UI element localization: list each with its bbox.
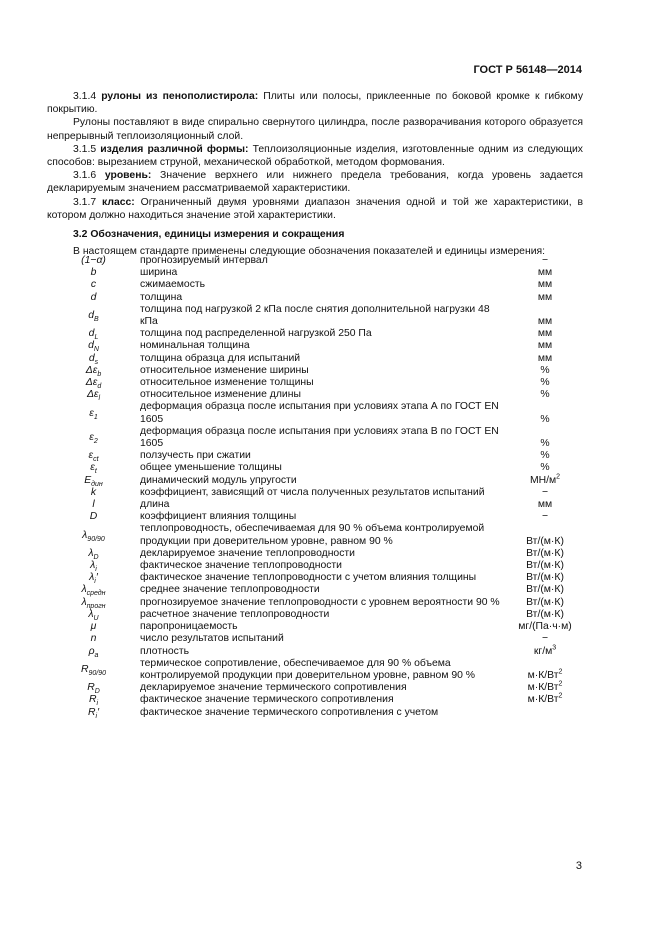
unit-text: мм <box>537 340 553 352</box>
document-code: ГОСТ Р 56148—2014 <box>473 64 582 76</box>
page-number: 3 <box>575 860 582 872</box>
symbol-base: λ <box>81 584 87 596</box>
symbol-base: λ <box>82 529 88 541</box>
symbol-row <box>47 523 583 547</box>
symbol <box>47 621 140 633</box>
symbol-description: теплопроводность, обеспечиваемая для 90 % объема контролируемой продукции при доверительном уровне, равном 90 % <box>140 523 485 547</box>
symbol-row <box>47 694 583 706</box>
section-intro: В настоящем стандарте применены следующие обозначения показателей и единицы измерения: <box>73 246 546 258</box>
unit-text: % <box>540 438 550 450</box>
symbol-unit <box>507 365 583 377</box>
unit-text: кг/м <box>533 645 553 657</box>
symbol-base: D <box>89 511 98 523</box>
symbol-base: μ <box>90 621 97 633</box>
symbol-unit <box>507 462 583 474</box>
symbol-unit <box>507 658 583 682</box>
symbol-description: прогнозируемое значение теплопроводности с уровнем вероятности 90 % <box>140 596 500 608</box>
symbol-prime: ′ <box>97 706 100 718</box>
symbol-base: k <box>90 486 97 498</box>
symbol <box>47 462 140 474</box>
symbol-subscript: l <box>98 395 101 403</box>
symbol <box>47 646 140 658</box>
unit-text: мм <box>537 316 553 328</box>
symbol-row <box>47 584 583 596</box>
symbol-base: d <box>90 291 97 303</box>
term: изделия различной формы: <box>100 143 249 155</box>
symbol-unit <box>507 304 583 328</box>
symbol-description: фактическое значение теплопроводности с учетом влияния толщины <box>140 572 477 584</box>
symbol-base: Δε <box>85 364 98 376</box>
symbol-row <box>47 658 583 682</box>
symbol-base: d <box>88 309 95 321</box>
unit-text: − <box>541 255 549 266</box>
symbol-subscript: 2 <box>93 438 98 446</box>
symbol <box>47 475 140 487</box>
symbol-unit <box>507 560 583 572</box>
symbol-row <box>47 255 583 267</box>
symbol-description: относительное изменение длины <box>140 389 301 401</box>
symbol-subscript: i <box>95 566 97 574</box>
symbol-base: c <box>90 279 97 291</box>
symbol-base: b <box>90 267 97 279</box>
definition: Ограниченный двумя уровнями диапазон значения одной и той же характеристики, в котором должно находиться значение этой характеристики. <box>47 196 583 221</box>
term: класс: <box>102 196 135 208</box>
symbol-subscript: средн <box>86 590 106 598</box>
unit-text: Вт/(м·К) <box>526 608 564 620</box>
symbol-description: номинальная толщина <box>140 340 250 352</box>
symbol-unit <box>507 646 583 658</box>
clause-number: 3.1.5 <box>73 143 97 155</box>
symbol <box>47 292 140 304</box>
symbol-subscript: D <box>93 553 99 561</box>
unit-text: % <box>540 450 550 462</box>
paragraph-3-1-7 <box>47 196 583 222</box>
symbol-row <box>47 401 583 425</box>
symbol-unit <box>507 523 583 547</box>
symbol-description: декларируемое значение теплопроводности <box>140 547 355 559</box>
unit-text: Вт/(м·К) <box>526 535 564 547</box>
symbol-base: R <box>80 663 89 675</box>
symbol-subscript: N <box>93 346 99 354</box>
symbol-description: ширина <box>140 267 178 279</box>
symbol-base: ε <box>90 462 95 474</box>
symbol-unit <box>507 707 583 719</box>
unit-exponent: 2 <box>558 668 563 676</box>
symbol-subscript: L <box>94 334 99 342</box>
symbol-unit <box>507 353 583 365</box>
symbol <box>47 328 140 340</box>
symbol-unit <box>507 292 583 304</box>
symbol-description: среднее значение теплопроводности <box>140 584 320 596</box>
symbol-row <box>47 707 583 719</box>
symbol-base: λ <box>81 596 87 608</box>
symbol <box>47 560 140 572</box>
clause-number: 3.1.7 <box>73 196 97 208</box>
symbol-unit <box>507 487 583 499</box>
unit-text: − <box>541 486 549 498</box>
symbol-unit <box>507 328 583 340</box>
symbol-base: Δε <box>85 377 98 389</box>
unit-text: % <box>540 413 550 425</box>
symbol <box>47 499 140 511</box>
symbol-base: R <box>87 682 95 694</box>
symbol-row <box>47 450 583 462</box>
symbol-row <box>47 426 583 450</box>
symbol-row <box>47 560 583 572</box>
unit-text: мм <box>537 291 553 303</box>
unit-text: м·К/Вт <box>527 694 559 706</box>
symbol-description: толщина образца для испытаний <box>140 352 301 364</box>
symbol-description: фактическое значение термического сопротивления <box>140 694 394 706</box>
symbol-row <box>47 621 583 633</box>
symbol-row <box>47 511 583 523</box>
symbol-unit <box>507 450 583 462</box>
symbol-unit <box>507 255 583 267</box>
section-title: 3.2 Обозначения, единицы измерения и сокращения <box>73 229 345 241</box>
symbol-unit <box>507 377 583 389</box>
unit-text: Вт/(м·К) <box>526 572 564 584</box>
paragraph-3-1-5 <box>47 143 583 169</box>
symbol-row <box>47 499 583 511</box>
paragraph-3-1-6 <box>47 169 583 195</box>
symbol <box>47 340 140 352</box>
symbol-subscript: 90/90 <box>88 669 107 677</box>
clause-number: 3.1.4 <box>73 91 97 102</box>
symbol-row <box>47 389 583 401</box>
symbol <box>47 401 140 425</box>
symbol-base: R <box>88 694 97 706</box>
symbol-subscript: d <box>97 383 102 391</box>
symbol-subscript: D <box>94 688 100 696</box>
symbol-description: деформация образца после испытания при условиях этапа В по ГОСТ EN 1605 <box>140 425 499 450</box>
clause-number: 3.1.6 <box>73 170 97 182</box>
symbol-row <box>47 340 583 352</box>
symbol <box>47 365 140 377</box>
symbol-subscript: 1 <box>93 413 98 421</box>
symbol <box>47 609 140 621</box>
symbol <box>47 548 140 560</box>
symbol-row <box>47 475 583 487</box>
term: уровень: <box>104 170 152 182</box>
symbol-unit <box>507 584 583 596</box>
symbol-description: толщина под распределенной нагрузкой 250 Па <box>140 328 372 340</box>
symbol-subscript: t <box>94 468 97 476</box>
symbol-description: относительное изменение ширины <box>140 364 309 376</box>
symbol <box>47 658 140 682</box>
symbol-subscript: b <box>97 370 102 378</box>
symbol-base: R <box>87 706 96 718</box>
symbol-unit <box>507 609 583 621</box>
symbol-base: ε <box>89 407 94 419</box>
symbol-description: фактическое значение теплопроводности <box>140 560 342 572</box>
symbol-description: расчетное значение теплопроводности <box>140 608 330 620</box>
symbol-subscript: i <box>95 712 98 720</box>
symbol-description: декларируемое значение термического сопротивления <box>140 682 407 694</box>
symbol-base: E <box>84 474 92 486</box>
symbol-row <box>47 609 583 621</box>
symbol-base: λ <box>88 608 94 620</box>
symbol-description: прогнозируемый интервал <box>140 255 268 266</box>
symbol-description: относительное изменение толщины <box>140 377 314 389</box>
unit-exponent: 3 <box>552 644 557 652</box>
symbol-base: d <box>88 352 95 364</box>
symbol <box>47 487 140 499</box>
symbol-description: общее уменьшение толщины <box>140 462 282 474</box>
unit-text: % <box>540 377 550 389</box>
symbol-row <box>47 365 583 377</box>
symbol-base: Δε <box>86 389 99 401</box>
symbol-description: плотность <box>140 645 190 657</box>
symbol <box>47 572 140 584</box>
unit-text: % <box>540 462 550 474</box>
definition: Значение верхнего или нижнего предела требования, когда уровень задается декларируемым значением рассматриваемой характеристики. <box>47 170 584 195</box>
unit-text: Вт/(м·К) <box>526 560 564 572</box>
symbol-unit <box>507 694 583 706</box>
unit-text: мм <box>537 499 553 511</box>
symbol-row <box>47 279 583 291</box>
symbol <box>47 377 140 389</box>
symbol-row <box>47 572 583 584</box>
symbol <box>47 597 140 609</box>
symbol-row <box>47 633 583 645</box>
symbol <box>47 279 140 291</box>
symbol <box>47 426 140 450</box>
symbol-description: толщина <box>140 291 183 303</box>
symbol-description: толщина под нагрузкой 2 кПа после снятия дополнительной нагрузки 48 кПа <box>140 303 490 328</box>
symbol-row <box>47 267 583 279</box>
symbol-subscript: U <box>93 614 99 622</box>
symbol-unit <box>507 682 583 694</box>
symbol-prime: ′ <box>95 572 98 584</box>
symbol-unit <box>507 267 583 279</box>
symbol-description: сжимаемость <box>140 279 206 291</box>
term: рулоны из пенополистирола: <box>101 91 259 102</box>
symbol-unit <box>507 621 583 633</box>
symbol-row <box>47 292 583 304</box>
unit-exponent: 2 <box>556 473 561 481</box>
unit-text: мм <box>537 267 553 279</box>
symbol-unit <box>507 633 583 645</box>
symbol-subscript: дин <box>91 480 103 488</box>
symbol-unit <box>507 475 583 487</box>
symbol <box>47 389 140 401</box>
symbol-base: d <box>88 328 95 340</box>
symbol-row <box>47 377 583 389</box>
symbol-row <box>47 328 583 340</box>
symbol-subscript: ct <box>93 456 99 464</box>
unit-text: мм <box>537 279 553 291</box>
symbol-description: коэффициент влияния толщины <box>140 511 297 523</box>
unit-text: мм <box>537 328 553 340</box>
symbol-subscript: i <box>94 578 96 586</box>
symbol <box>47 694 140 706</box>
unit-text: Вт/(м·К) <box>526 584 564 596</box>
symbol-unit <box>507 548 583 560</box>
symbol-description: число результатов испытаний <box>140 633 284 645</box>
symbol-description: ползучесть при сжатии <box>140 450 251 462</box>
symbol-unit <box>507 511 583 523</box>
symbol <box>47 267 140 279</box>
unit-text: % <box>540 389 550 401</box>
symbol-subscript: прогн <box>86 602 106 610</box>
symbol <box>47 450 140 462</box>
symbol-description: динамический модуль упругости <box>140 474 297 486</box>
unit-text: МН/м <box>529 474 557 486</box>
symbol-unit <box>507 389 583 401</box>
symbol <box>47 707 140 719</box>
symbol-row <box>47 487 583 499</box>
symbol <box>47 353 140 365</box>
symbol-base: ε <box>88 450 94 462</box>
symbols-table <box>47 255 583 719</box>
body-text <box>47 90 583 258</box>
symbol-base: l <box>92 499 95 511</box>
symbol-subscript: i <box>96 700 99 708</box>
symbol-row <box>47 462 583 474</box>
paragraph-rolls: Рулоны поставляют в виде спирально свернутого цилиндра, после разворачивания которого образуется непрерывный теплоизоляционный слой. <box>47 117 583 142</box>
unit-text: мг/(Па·ч·м) <box>518 621 572 633</box>
symbol <box>47 633 140 645</box>
symbol-row <box>47 646 583 658</box>
symbol-row <box>47 597 583 609</box>
definition: Теплоизоляционные изделия, изготовленные одним из следующих способов: вырезанием струной, механической обработкой, методом формования. <box>47 143 583 169</box>
unit-exponent: 2 <box>558 680 563 688</box>
symbol-unit <box>507 426 583 450</box>
symbol-description: деформация образца после испытания при условиях этапа А по ГОСТ EN 1605 <box>140 401 499 425</box>
symbol-row <box>47 682 583 694</box>
unit-text: − <box>541 633 549 645</box>
symbol <box>47 682 140 694</box>
unit-text: м·К/Вт <box>527 682 559 694</box>
symbol-row <box>47 548 583 560</box>
symbol-row <box>47 304 583 328</box>
symbol <box>47 523 140 547</box>
symbol-unit <box>507 572 583 584</box>
symbol <box>47 584 140 596</box>
symbol-subscript: 90/90 <box>87 535 105 543</box>
unit-text: мм <box>537 352 553 364</box>
symbol-subscript: B <box>94 315 99 323</box>
unit-text: Вт/(м·К) <box>526 596 564 608</box>
definition: Плиты или полосы, приклеенные по боковой кромке к гибкому покрытию. <box>47 91 584 116</box>
symbol-unit <box>507 401 583 425</box>
symbol-unit <box>507 499 583 511</box>
symbol-base: ρ <box>88 645 95 657</box>
symbol-unit <box>507 279 583 291</box>
symbol-row <box>47 353 583 365</box>
symbol-subscript: s <box>94 358 99 366</box>
symbol <box>47 304 140 328</box>
symbol-description: длина <box>140 499 170 511</box>
symbol-description: термическое сопротивление, обеспечиваемое для 90 % объема контролируемой продукции при доверительном уровне, равном 90 % <box>140 657 476 681</box>
symbol-base: λ <box>89 572 95 584</box>
symbol-description: паропроницаемость <box>140 621 238 633</box>
symbol-description: коэффициент, зависящий от числа полученных результатов испытаний <box>140 486 485 498</box>
symbol-unit <box>507 340 583 352</box>
unit-exponent: 2 <box>558 692 563 700</box>
symbol-base: d <box>88 340 94 352</box>
symbol-base: (1−α) <box>81 255 106 266</box>
symbol-base: λ <box>90 560 96 572</box>
symbol <box>47 255 140 267</box>
symbol-unit <box>507 597 583 609</box>
unit-text: % <box>540 364 550 376</box>
symbol-description: фактическое значение термического сопротивления с учетом <box>140 706 439 718</box>
unit-text: м·К/Вт <box>527 669 559 681</box>
paragraph-3-1-4 <box>47 90 583 116</box>
symbol-base: ε <box>89 431 94 443</box>
symbol-base: λ <box>88 547 94 559</box>
unit-text: − <box>541 511 549 523</box>
symbol <box>47 511 140 523</box>
unit-text: Вт/(м·К) <box>526 547 564 559</box>
symbol-base: n <box>90 633 97 645</box>
symbol-subscript: a <box>94 651 99 659</box>
